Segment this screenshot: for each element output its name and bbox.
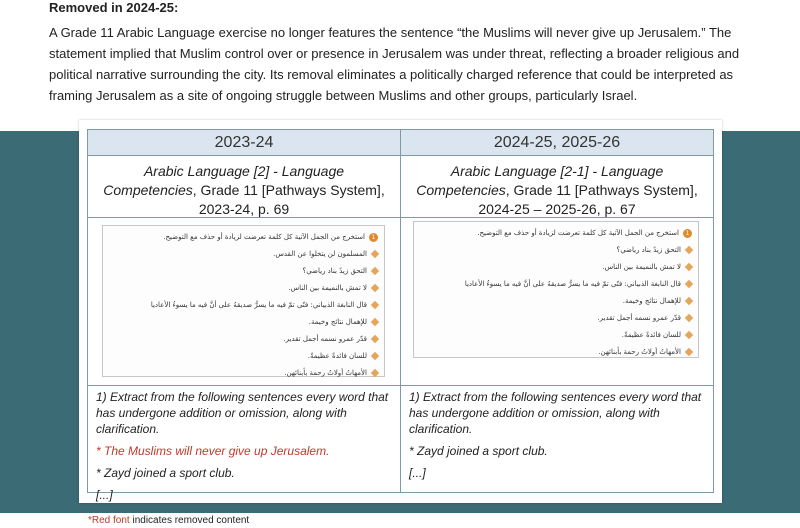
source-details: , Grade 11 [Pathways System], 2023-24, p. 69 [192,182,385,217]
intro-paragraph: A Grade 11 Arabic Language exercise no longer features the sentence “the Muslims will never give up Jerusalem.” The statement implied that Muslim control over or presence in Jerusalem was under threat, reflecting a broader religious and political narrative surrounding the city. Its removal eliminates a politically charged reference that could be interpreted as framing Jerusalem as a site of ongoing struggle between Muslims and other groups, particularly Israel. [49,25,740,103]
removed-sentence: * The Muslims will never give up Jerusalem. [96,444,330,458]
exercise-line: للسان فائدةٌ عظيمةٌ. [420,327,692,344]
column-2024-26 [401,130,713,492]
diamond-bullet-icon [685,246,693,254]
diamond-bullet-icon [685,263,693,271]
exercise-line: قدّر عمرو نسمه أجمل تقدير. [109,331,378,348]
diamond-bullet-icon [371,250,379,258]
source-citation [88,156,400,218]
exercise-line: للإهمال نتائج وخيمة. [109,314,378,331]
diamond-bullet-icon [685,280,693,288]
source-title: Arabic Language [2] - Language Competencies [103,163,345,198]
footnote-red-label: *Red font [88,515,130,526]
exercise-image-cell [401,218,713,386]
source-title: Arabic Language [2-1] - Language Competencies [416,163,664,198]
exercise-number-icon: 1 [683,229,692,238]
exercise-line: للإهمال نتائج وخيمة. [420,293,692,310]
translation-cell [88,386,400,503]
section-heading: Removed in 2024-25: [49,0,179,15]
translation-cell [401,386,713,481]
exercise-image-cell [88,218,400,386]
exercise-line: للسان فائدةٌ عظيمةٌ. [109,348,378,365]
comparison-table [87,129,714,502]
exercise-line: المسلمون لن يتخلوا عن القدس. [109,246,378,263]
exercise-line: قدّر عمرو نسمه أجمل تقدير. [420,310,692,327]
diamond-bullet-icon [371,318,379,326]
arabic-exercise-scan [102,225,385,377]
kept-sentence: * Zayd joined a sport club. [409,444,548,458]
exercise-line: لا تمش بالنميمة بين الناس. [109,280,378,297]
diamond-bullet-icon [371,369,379,377]
diamond-bullet-icon [371,301,379,309]
source-citation [401,156,713,218]
exercise-instruction: 1استخرج من الجمل الآتية كل كلمة تعرضت لزيادة أو حذف مع التوضيح. [420,225,692,242]
exercise-line: لا تمش بالنميمة بين الناس. [420,259,692,276]
exercise-line: التحق زيدٌ بناد رياضي؟ [109,263,378,280]
exercise-line: الأمهاتُ أولاتُ رحمة بأبنائهن. [109,365,378,382]
diamond-bullet-icon [685,297,693,305]
exercise-line: قال النابغة الذبياني: فتًى تمّ فيه ما يسرُّ صديقهُ على أنَّ فيه ما يسوءُ الأعاديا [420,276,692,293]
source-details: , Grade 11 [Pathways System], 2024-25 – 2025-26, p. 67 [478,182,698,217]
diamond-bullet-icon [371,267,379,275]
ellipsis: [...] [409,466,426,480]
column-header: 2024-25, 2025-26 [401,130,713,156]
exercise-line: الأمهاتُ أولاتُ رحمة بأبنائهن. [420,344,692,361]
kept-sentence: * Zayd joined a sport club. [96,466,235,480]
diamond-bullet-icon [685,331,693,339]
column-header: 2023-24 [88,130,400,156]
translation-instruction: 1) Extract from the following sentences every word that has undergone addition or omission, along with clarification. [96,390,389,436]
arabic-exercise-scan [413,221,699,358]
diamond-bullet-icon [685,314,693,322]
exercise-line: قال النابغة الذبياني: فتًى تمّ فيه ما يسرُّ صديقهُ على أنَّ فيه ما يسوءُ الأعاديا [109,297,378,314]
diamond-bullet-icon [685,348,693,356]
diamond-bullet-icon [371,335,379,343]
diamond-bullet-icon [371,284,379,292]
exercise-number-icon: 1 [369,233,378,242]
ellipsis: [...] [96,488,113,502]
exercise-instruction: 1استخرج من الجمل الآتية كل كلمة تعرضت لزيادة أو حذف مع التوضيح. [109,229,378,246]
comparison-panel [79,120,722,503]
exercise-line: التحق زيدٌ بناد رياضي؟ [420,242,692,259]
translation-instruction: 1) Extract from the following sentences every word that has undergone addition or omission, along with clarification. [409,390,702,436]
diamond-bullet-icon [371,352,379,360]
footnote [88,515,249,526]
column-2023-24 [88,130,401,502]
footnote-text: indicates removed content [129,515,250,526]
